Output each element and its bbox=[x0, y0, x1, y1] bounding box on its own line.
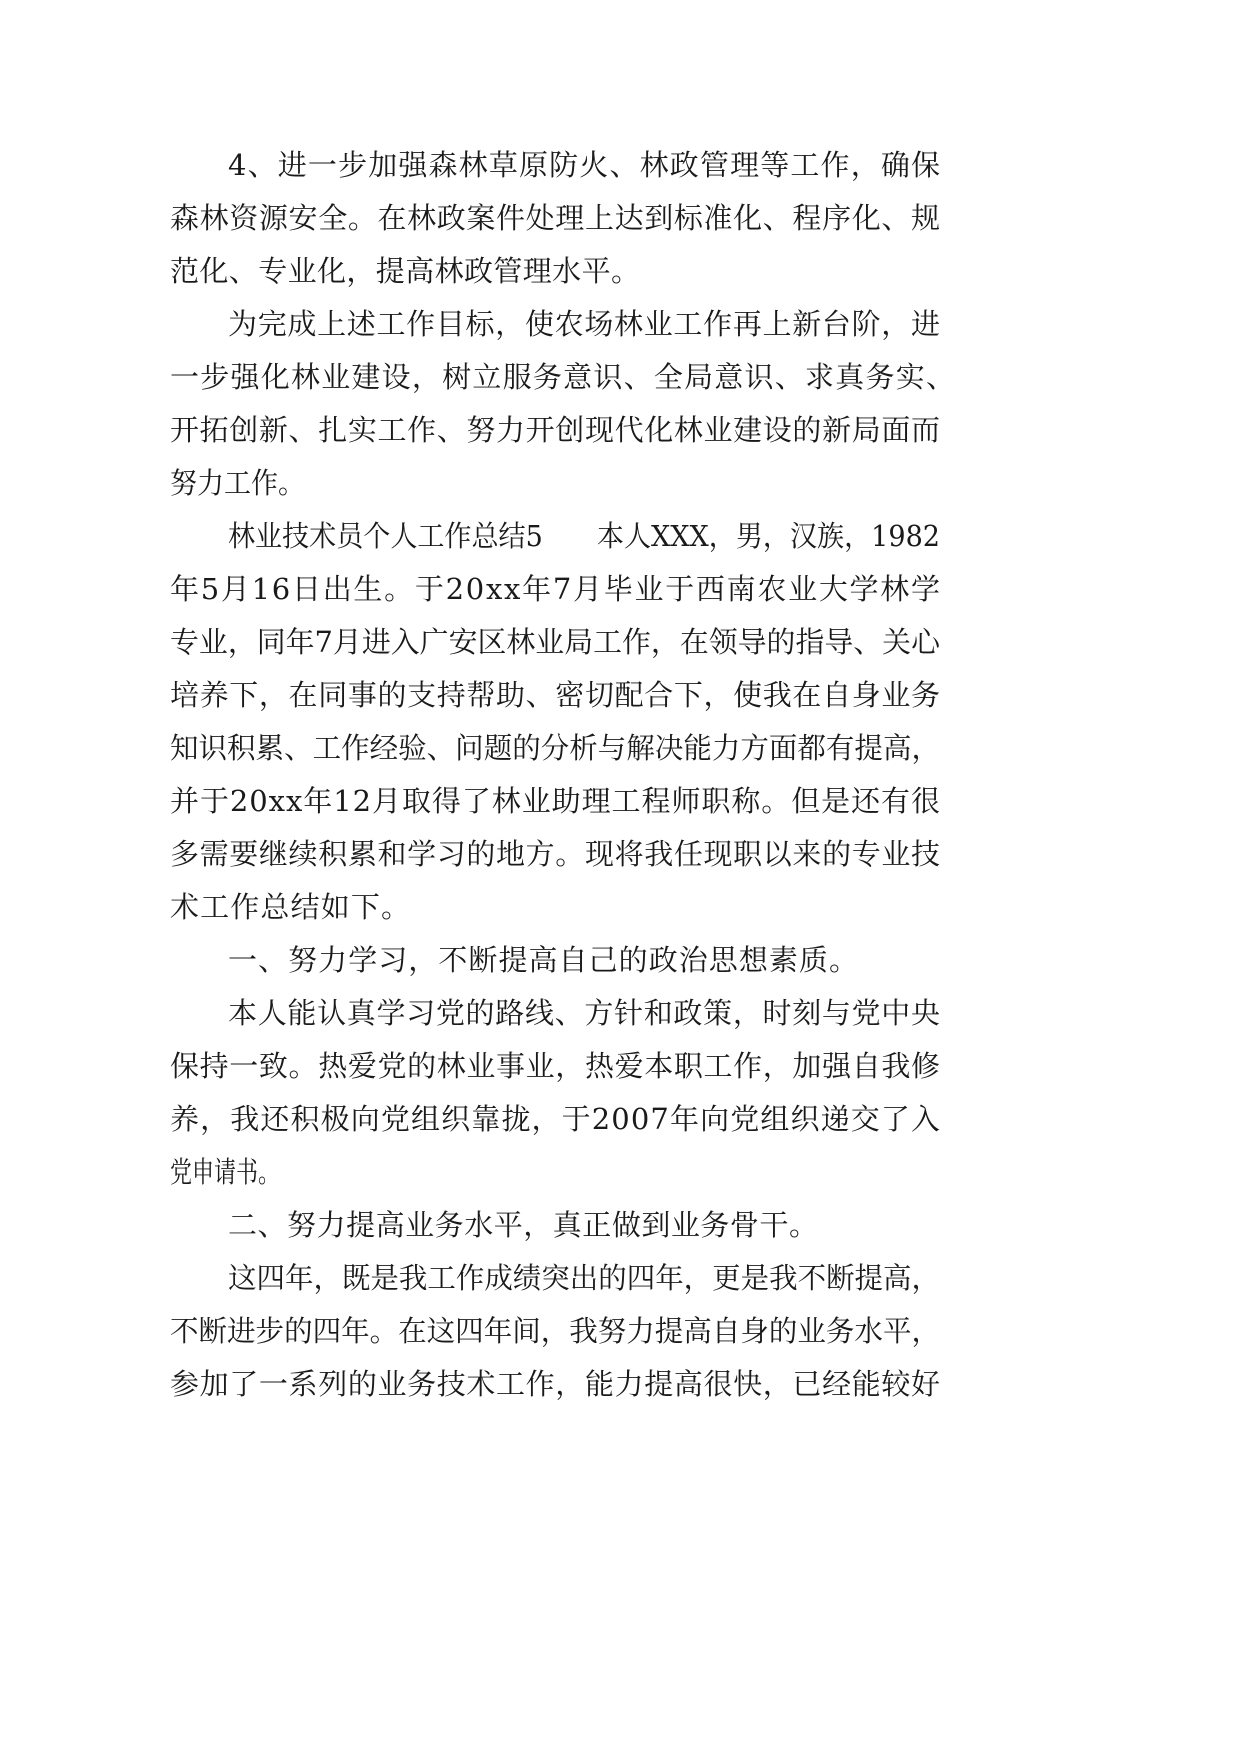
body-line: 森林资源安全。在林政案件处理上达到标准化、程序化、规 bbox=[170, 201, 941, 235]
body-line: 开拓创新、扎实工作、努力开创现代化林业建设的新局面而 bbox=[170, 413, 941, 447]
body-line: 年5月16日出生。于20xx年7月毕业于西南农业大学林学 bbox=[170, 572, 942, 606]
body-line: 党申请书。 bbox=[170, 1155, 280, 1189]
body-line: 术工作总结如下。 bbox=[170, 890, 412, 924]
body-line: 这四年，既是我工作成绩突出的四年，更是我不断提高， bbox=[228, 1261, 940, 1295]
body-line: 范化、专业化，提高林政管理水平。 bbox=[170, 254, 641, 288]
body-line: 一步强化林业建设，树立服务意识、全局意识、求真务实、 bbox=[170, 360, 957, 394]
body-line: 并于20xx年12月取得了林业助理工程师职称。但是还有很 bbox=[170, 784, 941, 818]
body-line: 多需要继续积累和学习的地方。现将我任现职以来的专业技 bbox=[170, 837, 941, 871]
section-heading: 二、努力提高业务水平，真正做到业务骨干。 bbox=[228, 1208, 819, 1242]
body-line: 林业技术员个人工作总结5 本人XXX，男，汉族，1982 bbox=[228, 519, 940, 553]
body-line: 培养下，在同事的支持帮助、密切配合下，使我在自身业务 bbox=[170, 678, 941, 712]
body-line: 专业，同年7月进入广安区林业局工作，在领导的指导、关心 bbox=[170, 625, 940, 659]
body-line: 养，我还积极向党组织靠拢，于2007年向党组织递交了入 bbox=[170, 1102, 942, 1136]
body-line: 参加了一系列的业务技术工作，能力提高很快，已经能较好 bbox=[170, 1367, 941, 1401]
section-heading: 一、努力学习，不断提高自己的政治思想素质。 bbox=[228, 943, 860, 977]
body-line: 为完成上述工作目标，使农场林业工作再上新台阶，进 bbox=[228, 307, 941, 341]
body-line: 保持一致。热爱党的林业事业，热爱本职工作，加强自我修 bbox=[170, 1049, 941, 1083]
body-line: 努力工作。 bbox=[170, 466, 305, 500]
body-line: 知识积累、工作经验、问题的分析与解决能力方面都有提高， bbox=[170, 731, 940, 765]
body-line: 4、进一步加强森林草原防火、林政管理等工作，确保 bbox=[228, 148, 942, 182]
body-line: 本人能认真学习党的路线、方针和政策，时刻与党中央 bbox=[228, 996, 941, 1030]
body-line: 不断进步的四年。在这四年间，我努力提高自身的业务水平， bbox=[170, 1314, 940, 1348]
